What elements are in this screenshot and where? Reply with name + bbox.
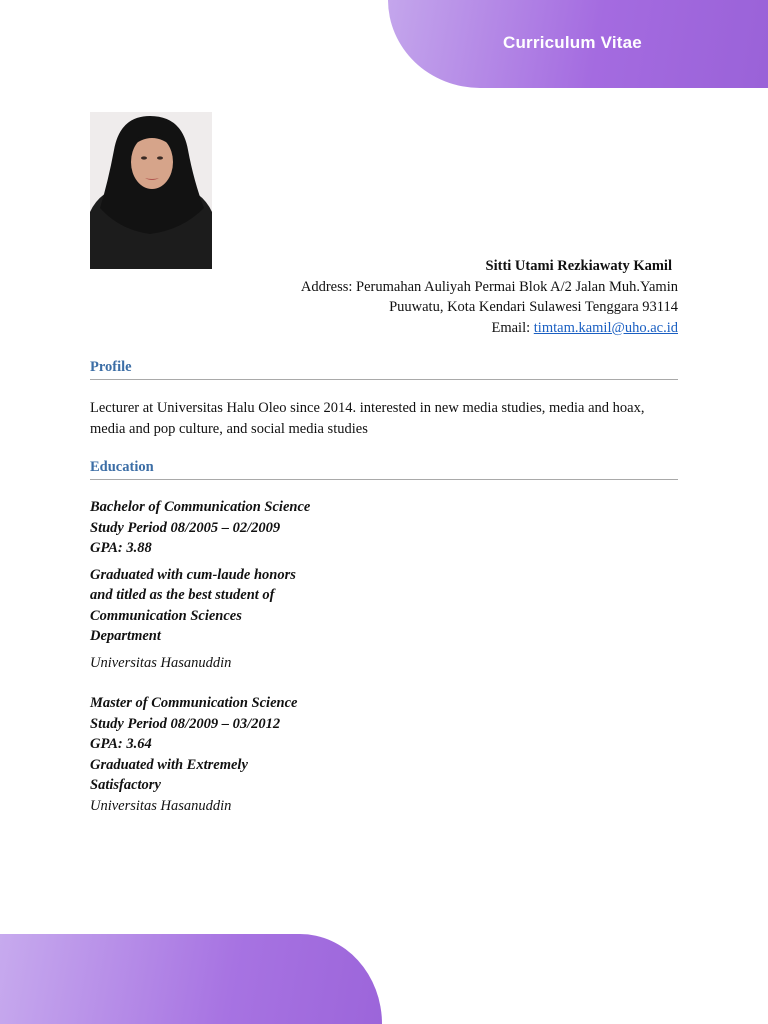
bottom-banner	[0, 934, 382, 1024]
address-line-1: Address: Perumahan Auliyah Permai Blok A/2 Jalan Muh.Yamin	[300, 278, 678, 295]
address-line-2: Puuwatu, Kota Kendari Sulawesi Tenggara 93114	[389, 299, 678, 315]
education-entry	[90, 497, 330, 673]
contact-block	[301, 256, 678, 338]
honors: Graduated with cum-laude honors and titled as the best student of Communication Sciences Department	[90, 566, 296, 644]
profile-photo-image	[90, 112, 212, 269]
degree-title: Master of Communication Science	[90, 695, 298, 711]
document-title: Curriculum Vitae	[503, 33, 642, 52]
email-line	[301, 318, 678, 339]
gpa: GPA: 3.64	[90, 736, 152, 752]
institution: Universitas Hasanuddin	[90, 797, 232, 814]
honors: Graduated with Extremely Satisfactory	[90, 756, 248, 793]
institution: Universitas Hasanuddin	[90, 654, 232, 671]
profile-heading: Profile	[90, 359, 678, 380]
education-entry	[90, 693, 330, 816]
profile-photo	[90, 112, 212, 269]
email-link[interactable]: timtam.kamil@uho.ac.id	[533, 319, 678, 336]
gpa: GPA: 3.88	[90, 540, 152, 556]
person-name: Sitti Utami Rezkiawaty Kamil	[485, 258, 672, 274]
study-period: Study Period 08/2005 – 02/2009	[90, 519, 281, 536]
profile-text: Lecturer at Universitas Halu Oleo since 2014. interested in new media studies, media and hoax, media and pop culture, and social media studies	[90, 400, 645, 437]
education-heading: Education	[90, 459, 678, 480]
email-label: Email:	[491, 319, 534, 336]
study-period: Study Period 08/2009 – 03/2012	[90, 715, 281, 732]
degree-title: Bachelor of Communication Science	[90, 499, 311, 515]
